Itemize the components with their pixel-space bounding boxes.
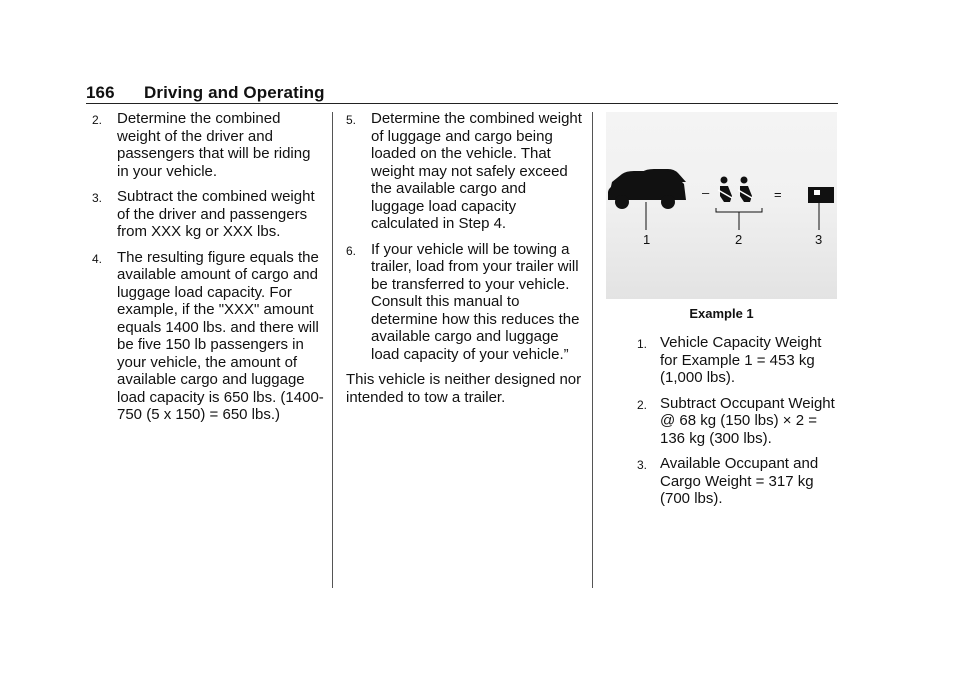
item-number: 1. — [637, 337, 648, 351]
list-item — [92, 110, 324, 180]
item-text: Available Occupant and Cargo Weight = 317 kg (700 lbs). — [660, 455, 819, 507]
steps-list-3 — [637, 334, 842, 508]
item-number: 2. — [637, 397, 648, 412]
occupants-icon — [716, 177, 762, 231]
page-header — [86, 83, 838, 103]
item-number: 3. — [92, 191, 103, 205]
figure-illustration — [606, 112, 837, 299]
item-number: 3. — [637, 458, 648, 472]
item-text: Determine the combined weight of luggage and cargo being loaded on the vehicle. That weight may not safely exceed the available cargo and luggage load capacity calculated in Step 4. — [371, 110, 582, 232]
item-text: The resulting figure equals the available amount of cargo and luggage load capacity. For example, if the "XXX" amount equals 1400 lbs. and there will be five 150 lb passengers in your vehicle, the amount of available cargo and luggage load capacity is 650 lbs. (1400-750 (5 x 150) = 650 lbs.) — [117, 248, 324, 423]
figure-label-2: 2 — [735, 232, 743, 247]
steps-list-2 — [346, 110, 582, 363]
cargo-icon — [808, 187, 834, 230]
list-item — [346, 241, 582, 364]
trailer-note: This vehicle is neither designed nor intended to tow a trailer. — [346, 371, 582, 406]
item-number: 6. — [346, 243, 357, 258]
item-text: Subtract the combined weight of the driver and passengers from XXX kg or XXX lbs. — [117, 188, 315, 240]
page-number: 166 — [86, 83, 115, 102]
list-item — [637, 334, 842, 387]
example-figure — [606, 112, 837, 299]
list-item — [346, 110, 582, 233]
list-item — [92, 188, 324, 241]
item-text: Vehicle Capacity Weight for Example 1 = 453 kg (1,000 lbs). — [660, 334, 822, 386]
car-icon — [608, 169, 686, 230]
steps-list-1 — [92, 110, 324, 424]
item-text: Determine the combined weight of the driver and passengers that will be riding in your vehicle. — [117, 110, 311, 180]
column-2 — [346, 110, 582, 406]
column-3 — [637, 334, 842, 516]
figure-label-3: 3 — [815, 232, 823, 247]
list-item — [637, 455, 842, 508]
item-text: Subtract Occupant Weight @ 68 kg (150 lbs) × 2 = 136 kg (300 lbs). — [660, 394, 835, 447]
header-rule — [86, 103, 838, 104]
section-title: Driving and Operating — [144, 83, 325, 102]
figure-caption: Example 1 — [689, 306, 754, 321]
column-divider-2 — [592, 112, 593, 588]
equals-operator: = — [774, 187, 782, 202]
item-text: If your vehicle will be towing a trailer, load from your trailer will be transferred to your vehicle. Consult this manual to determine how this reduces the available cargo and luggage load capacity of your vehicle.” — [371, 240, 580, 363]
item-number: 4. — [92, 251, 103, 266]
item-number: 5. — [346, 113, 357, 127]
minus-operator: – — [702, 185, 710, 200]
column-1 — [92, 110, 324, 432]
figure-label-1: 1 — [643, 232, 651, 247]
list-item — [637, 395, 842, 448]
list-item — [92, 249, 324, 424]
column-divider-1 — [332, 112, 333, 588]
item-number: 2. — [92, 113, 103, 127]
